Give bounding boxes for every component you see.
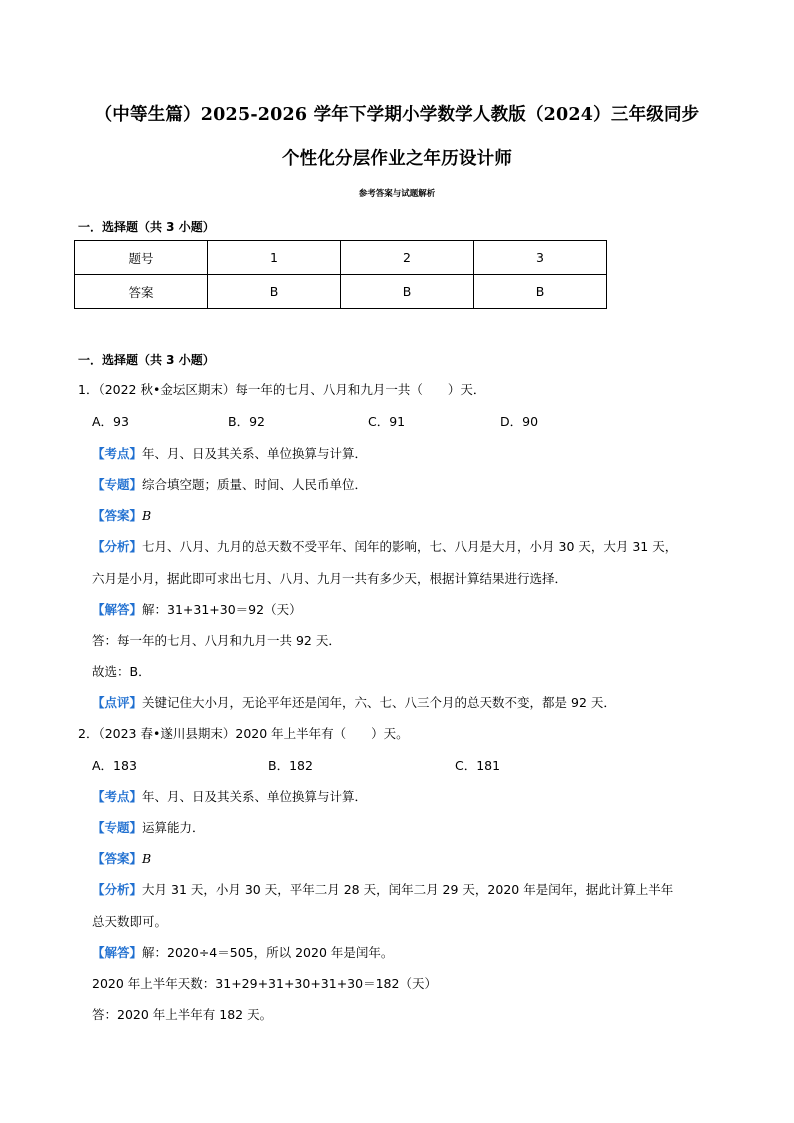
q2-calc-line: 2020 年上半年天数：31+29+31+30+31+30＝182（天） bbox=[92, 976, 437, 991]
q1-option-a: A．93 bbox=[92, 414, 129, 429]
q1-option-d: D．90 bbox=[500, 414, 539, 429]
question-2-stem: 2．（2023 春•遂川县期末）2020 年上半年有（ ）天。 bbox=[78, 726, 409, 741]
kaodian-text: 年、月、日及其关系、单位换算与计算． bbox=[142, 446, 368, 461]
jieda-text: 解：2020÷4＝505，所以 2020 年是闰年。 bbox=[142, 945, 394, 960]
table-cell: B bbox=[474, 275, 607, 309]
kaodian-text: 年、月、日及其关系、单位换算与计算． bbox=[142, 789, 368, 804]
q2-fenxi-line1 bbox=[92, 880, 673, 898]
fenxi-text: 七月、八月、九月的总天数不受平年、闰年的影响，七、八月是大月，小月 30 天，大月 31 天， bbox=[142, 539, 678, 554]
q1-option-b: B．92 bbox=[228, 414, 265, 429]
q1-choose-line: 故选：B． bbox=[92, 664, 151, 679]
answer-section-heading: 一．选择题（共 3 小题） bbox=[78, 220, 215, 234]
jieda-tag: 【解答】 bbox=[92, 602, 143, 617]
q1-fenxi-line1 bbox=[92, 537, 677, 555]
dianping-tag: 【点评】 bbox=[92, 695, 143, 710]
jieda-text: 解：31+31+30＝92（天） bbox=[142, 602, 302, 617]
kaodian-tag: 【考点】 bbox=[92, 446, 143, 461]
zhuanti-tag: 【专题】 bbox=[92, 477, 143, 492]
table-row bbox=[75, 241, 607, 275]
fenxi-tag: 【分析】 bbox=[92, 539, 143, 554]
document-title-line2: 个性化分层作业之年历设计师 bbox=[281, 149, 513, 169]
q2-jieda bbox=[92, 943, 393, 961]
table-cell: 1 bbox=[208, 241, 341, 275]
q1-option-c: C．91 bbox=[368, 414, 406, 429]
q2-fenxi-line2: 总天数即可。 bbox=[92, 914, 168, 929]
table-cell-label: 题号 bbox=[75, 241, 208, 275]
document-title-line1: （中等生篇）2025-2026 学年下学期小学数学人教版（2024）三年级同步 bbox=[94, 105, 700, 125]
q1-answer-line: 答：每一年的七月、八月和九月一共 92 天． bbox=[92, 633, 341, 648]
question-1-stem: 1．（2022 秋•金坛区期末）每一年的七月、八月和九月一共（ ）天． bbox=[78, 382, 486, 397]
fenxi-tag: 【分析】 bbox=[92, 882, 143, 897]
q2-kaodian bbox=[92, 787, 367, 805]
q1-kaodian bbox=[92, 444, 367, 462]
detail-section-heading: 一．选择题（共 3 小题） bbox=[78, 353, 215, 367]
zhuanti-text: 综合填空题；质量、时间、人民币单位． bbox=[142, 477, 368, 492]
table-cell: 2 bbox=[341, 241, 474, 275]
q1-zhuanti bbox=[92, 475, 367, 493]
fenxi-text: 大月 31 天，小月 30 天，平年二月 28 天，闰年二月 29 天，2020 年是闰年，据此计算上半年 bbox=[142, 882, 674, 897]
q2-daan bbox=[92, 849, 151, 867]
dianping-text: 关键记住大小月，无论平年还是闰年，六、七、八三个月的总天数不变，都是 92 天． bbox=[142, 695, 616, 710]
daan-text: B bbox=[142, 851, 152, 866]
table-row bbox=[75, 275, 607, 309]
q1-jieda bbox=[92, 600, 302, 618]
table-cell: B bbox=[341, 275, 474, 309]
table-cell: 3 bbox=[474, 241, 607, 275]
zhuanti-text: 运算能力． bbox=[142, 820, 205, 835]
table-cell: B bbox=[208, 275, 341, 309]
answer-table bbox=[74, 240, 607, 309]
daan-tag: 【答案】 bbox=[92, 508, 143, 523]
table-cell-label: 答案 bbox=[75, 275, 208, 309]
daan-text: B bbox=[142, 508, 152, 523]
jieda-tag: 【解答】 bbox=[92, 945, 143, 960]
q2-option-c: C．181 bbox=[455, 758, 501, 773]
daan-tag: 【答案】 bbox=[92, 851, 143, 866]
q2-option-a: A．183 bbox=[92, 758, 137, 773]
q2-answer-line: 答：2020 年上半年有 182 天。 bbox=[92, 1007, 273, 1022]
q1-daan bbox=[92, 506, 151, 524]
kaodian-tag: 【考点】 bbox=[92, 789, 143, 804]
q1-dianping bbox=[92, 693, 616, 711]
document-subtitle: 参考答案与试题解析 bbox=[358, 189, 436, 199]
q2-option-b: B．182 bbox=[268, 758, 313, 773]
q2-zhuanti bbox=[92, 818, 205, 836]
q1-fenxi-line2: 六月是小月，据此即可求出七月、八月、九月一共有多少天，根据计算结果进行选择． bbox=[92, 571, 568, 586]
zhuanti-tag: 【专题】 bbox=[92, 820, 143, 835]
